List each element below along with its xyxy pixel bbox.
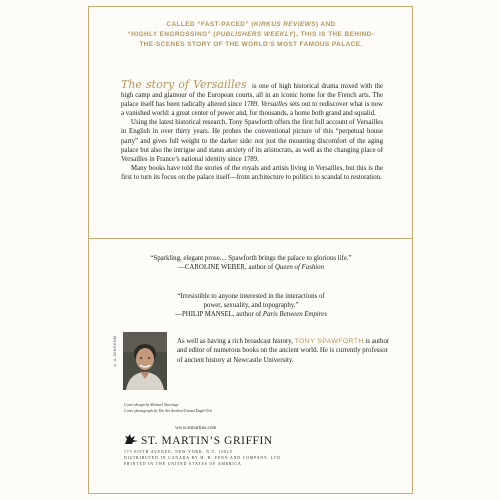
teaser-line-2: “HIGHLY ENGROSSING” (PUBLISHERS WEEKLY), THIS IS THE BEHIND-: [127, 31, 375, 38]
author-name: TONY SPAWFORTH: [294, 338, 364, 345]
printed-note: PRINTED IN THE UNITED STATES OF AMERICA: [124, 462, 242, 467]
teaser-line-1: CALLED “FAST-PACED” (KIRKUS REVIEWS) AND: [166, 21, 336, 28]
publisher-website[interactable]: www.stmartins.com: [175, 425, 217, 431]
script-lead: The story of Versailles: [121, 78, 247, 91]
review-quote-1: “Sparkling, elegant prose.... Spawforth brings the palace to glorious life.” —CAROLINE WEBER, author of Queen of Fashion: [110, 254, 392, 272]
publisher-address: 175 FIFTH AVENUE, NEW YORK, N.Y. 10010: [124, 450, 233, 454]
photo-credit: © A. BINGHAM: [113, 336, 117, 367]
author-portrait-image: [123, 332, 167, 390]
publisher-name: ST. MARTIN’S GRIFFIN: [141, 435, 273, 447]
publisher-address-block: [124, 449, 283, 468]
quote-attribution: —CAROLINE WEBER, author of Queen of Fashion: [177, 264, 325, 271]
review-quote-2: “Irresistible to anyone interested in the interactions of power, sexuality, and topography.” —PHILIP MANSEL, author of Paris Between Empires: [110, 292, 392, 319]
cover-teaser: [100, 20, 402, 50]
book-description: [121, 80, 383, 182]
description-paragraph-3: Many books have told the stories of the royals and artists living in Versailles, but this is the first to turn its focus on the palace itself—from architecture to politics to scandal to restoration.: [121, 164, 383, 181]
cover-credits: [124, 402, 212, 414]
teaser-line-3: THE-SCENES STORY OF THE WORLD’S MOST FAMOUS PALACE.: [139, 41, 363, 48]
section-divider: [89, 238, 412, 239]
publisher-name-block: [124, 433, 273, 447]
author-bio: As well as having a rich broadcast history, TONY SPAWFORTH is author and editor of numerous books on the ancient world. He is currently professor of ancient history at Newcastle University.: [177, 338, 390, 364]
griffin-logo-icon: [124, 433, 140, 445]
description-paragraph-2: Using the latest historical research, Tony Spawforth offers the first full account of Versailles in English in over thirty years. He probes the conventional picture of this “perpetual house party” and gives full weight to the darker side: not just the mounting discomfort of the aging palace but also the intrigue and status anxiety of its aristocrats, as well as the changing place of Versailles in France’s national identity since 1789.: [121, 119, 383, 163]
distribution-note: DISTRIBUTED IN CANADA BY H. B. FENN AND COMPANY, LTD.: [124, 456, 283, 461]
description-paragraph-1: The story of Versailles is one of high historical drama mixed with the high camp and glamour of the European courts, all in an iconic home for the French arts. The palace itself has been radically altered since 1789. Versailles sets out to rediscover what is now a vanished world: a great center of power and, for thousands, a home both grand and squalid.: [121, 78, 383, 118]
cover-photo-credit: Cover photograph by The Art Archive/Gianni Dagli Orti: [124, 409, 213, 413]
cover-design-credit: Cover design by Michael Storrings: [124, 403, 179, 407]
quote-attribution: —PHILIP MANSEL, author of Paris Between Empires: [175, 311, 327, 318]
author-photo: [123, 332, 167, 390]
